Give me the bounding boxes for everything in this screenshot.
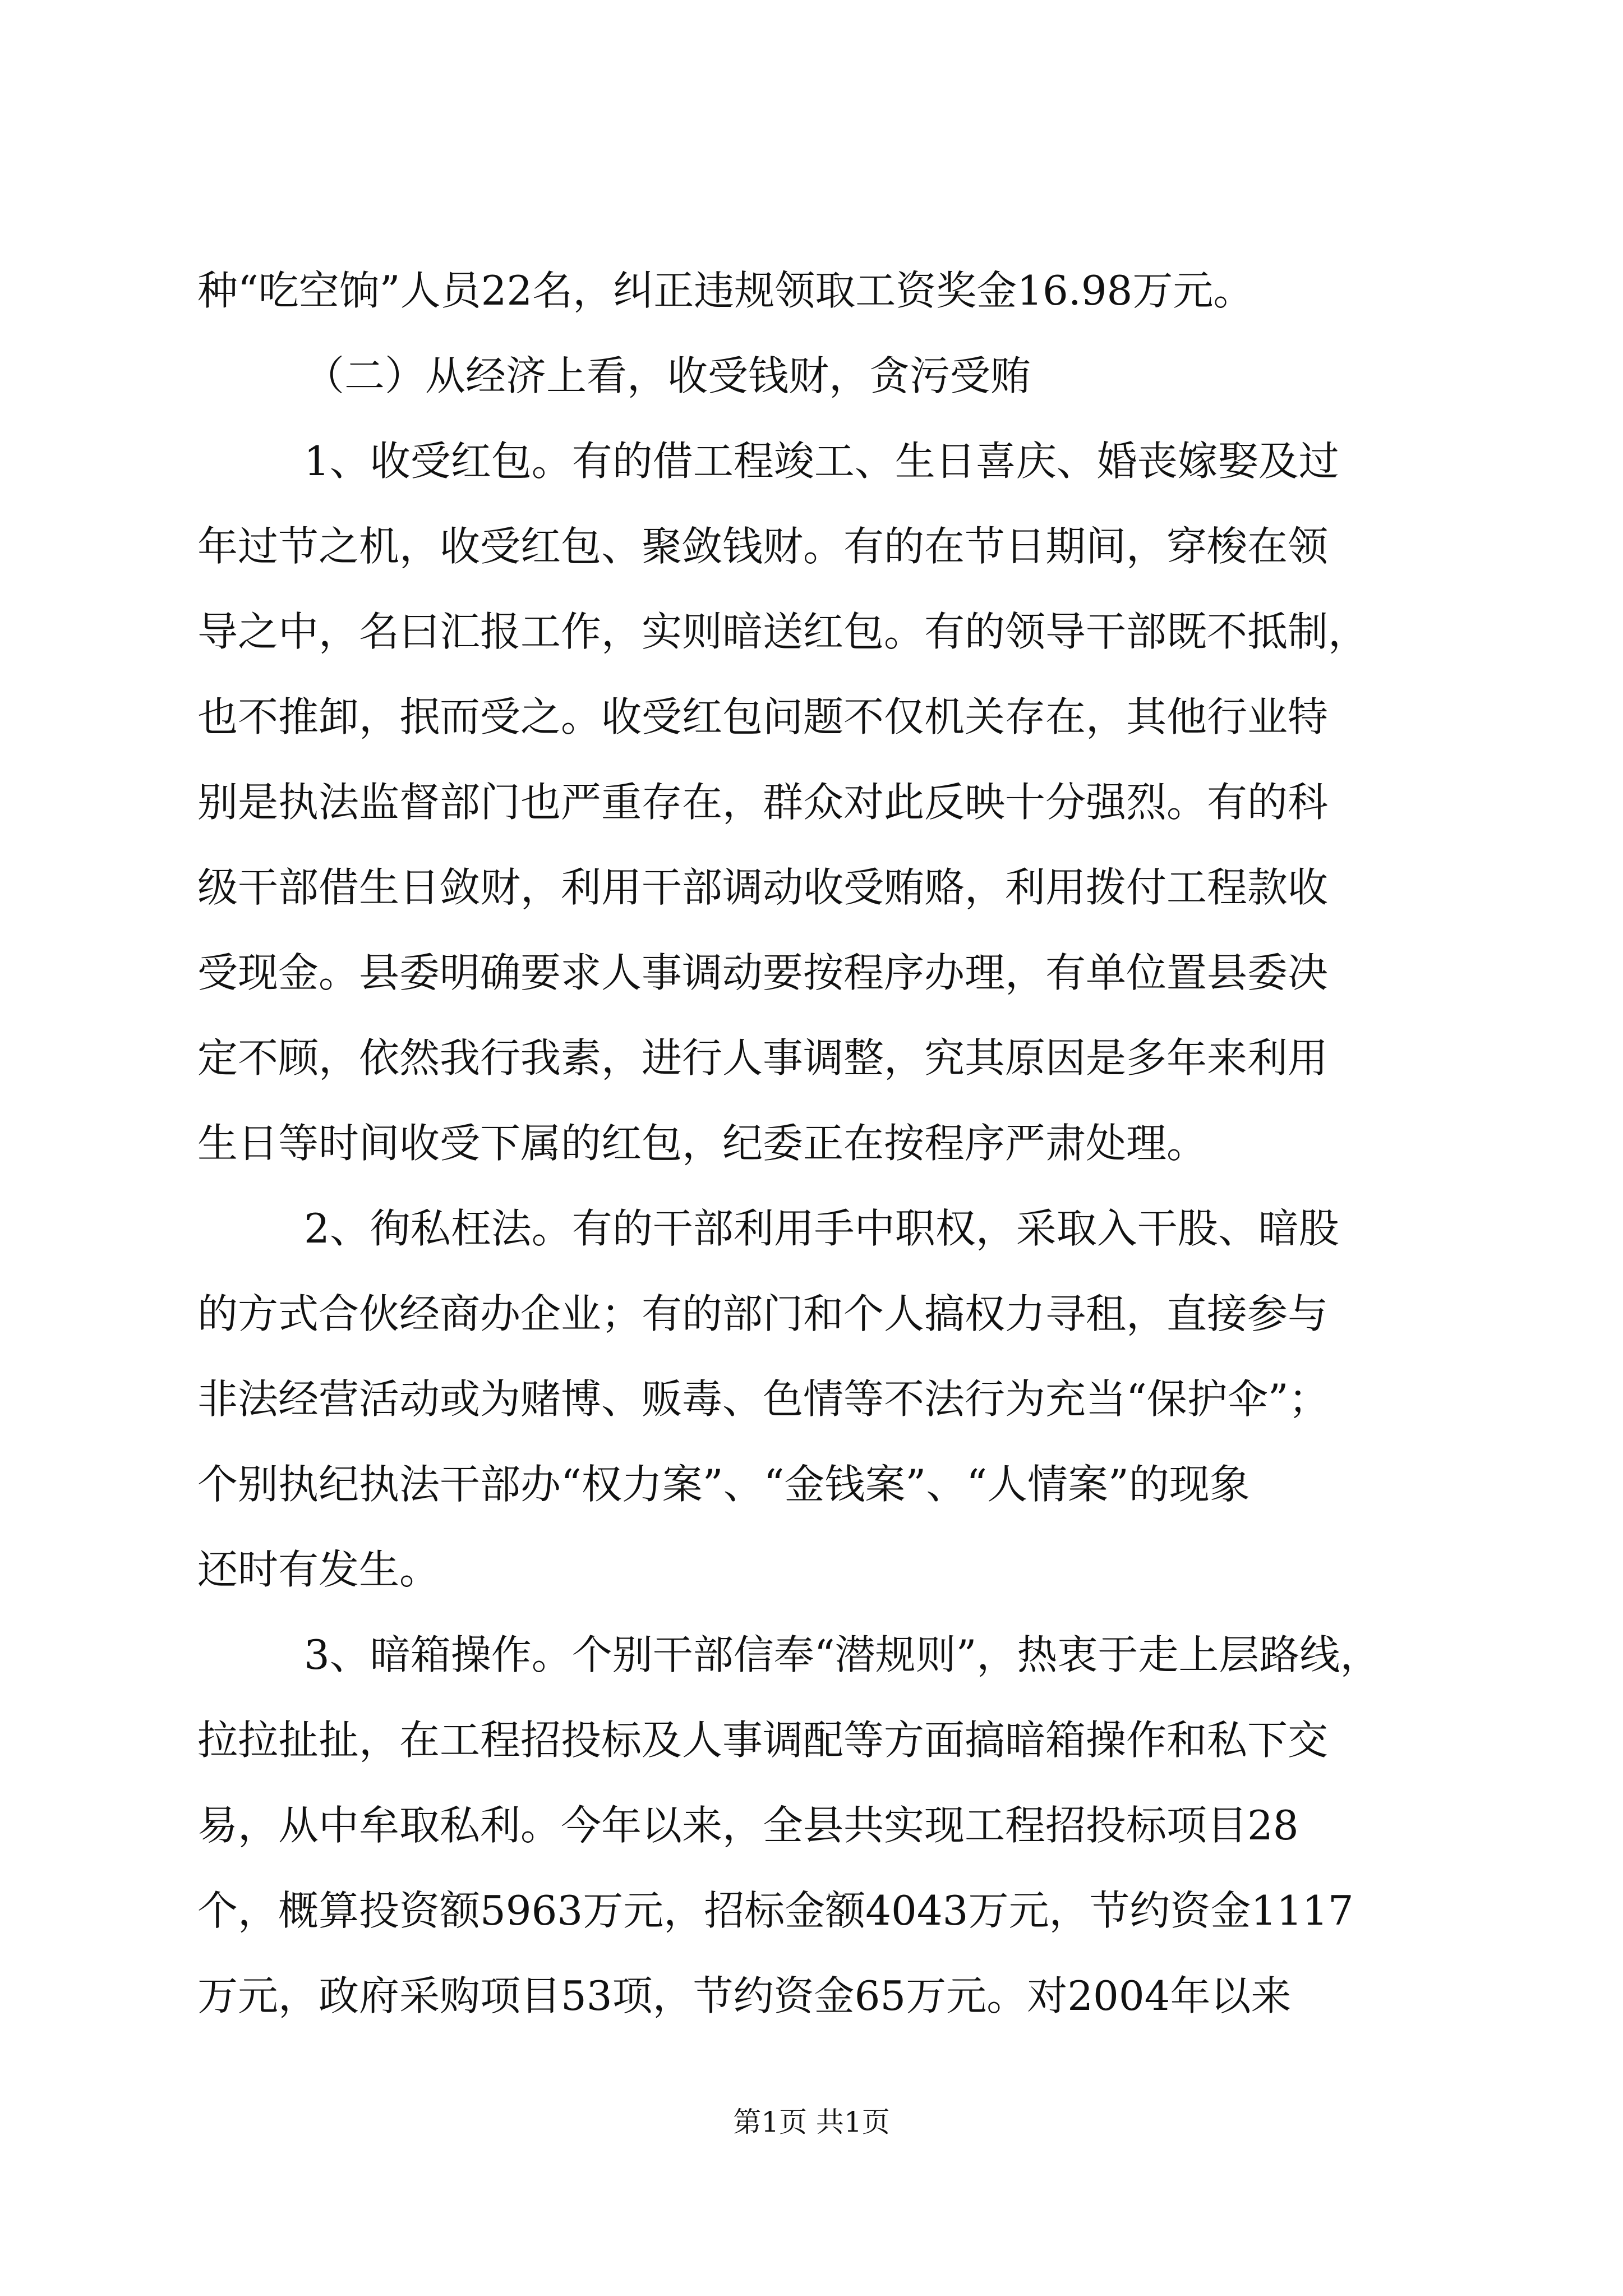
text-line-1: 种“吃空饷”人员22名，纠正违规领取工资奖金16.98万元。: [197, 267, 1254, 314]
text-line-4: 年过节之机，收受红包、聚敛钱财。有的在节日期间，穿梭在领: [197, 523, 1329, 570]
text-line-18: 拉拉扯扯，在工程招投标及人事调配等方面搞暗箱操作和私下交: [197, 1717, 1329, 1764]
text-line-15: 个别执纪执法干部办“权力案”、“金钱案”、“人情案”的现象: [197, 1461, 1250, 1508]
text-line-8: 级干部借生日敛财，利用干部调动收受贿赂，利用拨付工程款收: [197, 864, 1329, 911]
text-line-13: 的方式合伙经商办企业；有的部门和个人搞权力寻租，直接参与: [197, 1290, 1329, 1337]
text-line-6: 也不推卸，抿而受之。收受红包问题不仅机关存在，其他行业特: [197, 693, 1329, 740]
page-number-footer: 第1页 共1页: [733, 2106, 890, 2138]
text-line-7: 别是执法监督部门也严重存在，群众对此反映十分强烈。有的科: [197, 779, 1329, 826]
text-line-21: 万元，政府采购项目53项，节约资金65万元。对2004年以来: [197, 1972, 1292, 2019]
text-line-9: 受现金。县委明确要求人事调动要按程序办理，有单位置县委决: [197, 949, 1329, 996]
section-heading: （二）从经济上看，收受钱财，贪污受贿: [304, 352, 1031, 399]
text-line-14: 非法经营活动或为赌博、贩毒、色情等不法行为充当“保护伞”；: [197, 1375, 1329, 1423]
text-line-11: 生日等时间收受下属的红包，纪委正在按程序严肃处理。: [197, 1120, 1207, 1167]
text-line-17: 3、暗箱操作。个别干部信奉“潜规则”，热衷于走上层路线，: [304, 1631, 1381, 1678]
text-line-10: 定不顾，依然我行我素，进行人事调整，究其原因是多年来利用: [197, 1034, 1329, 1082]
text-line-5: 导之中，名曰汇报工作，实则暗送红包。有的领导干部既不抵制，: [197, 608, 1369, 655]
text-line-16: 还时有发生。: [197, 1546, 440, 1593]
text-line-19: 易，从中牟取私利。今年以来，全县共实现工程招投标项目28: [197, 1802, 1299, 1849]
text-line-20: 个，概算投资额5963万元，招标金额4043万元，节约资金1117: [197, 1887, 1354, 1934]
text-line-3: 1、收受红包。有的借工程竣工、生日喜庆、婚丧嫁娶及过: [304, 438, 1339, 485]
text-line-12: 2、徇私枉法。有的干部利用手中职权，采取入干股、暗股: [304, 1205, 1339, 1252]
